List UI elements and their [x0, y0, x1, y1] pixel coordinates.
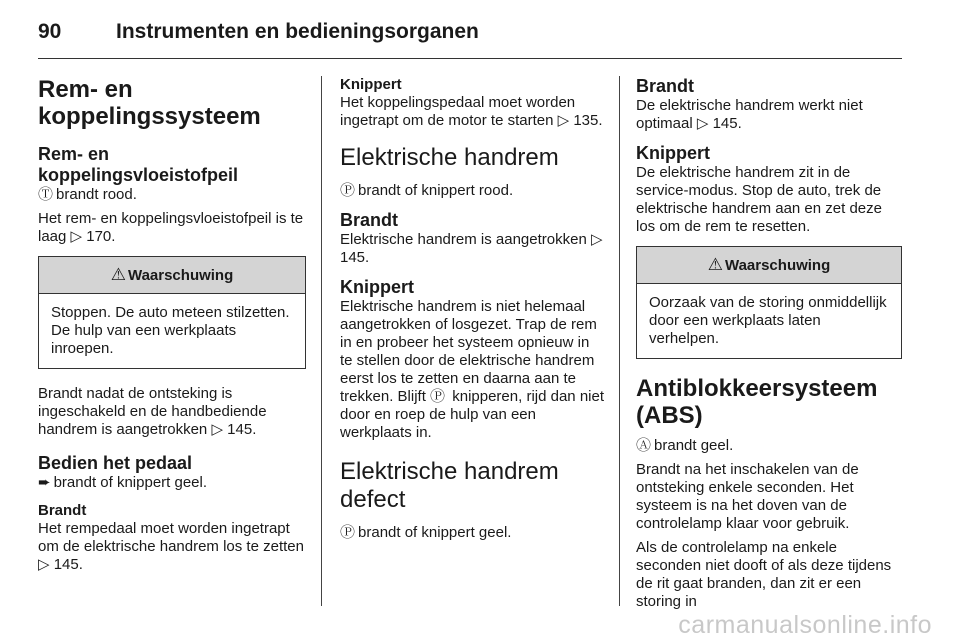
label-brandt: Brandt — [38, 502, 87, 519]
ehb-defect-icon: Ⓟ — [340, 524, 356, 541]
fluid-paragraph: Het rem- en koppelingsvloeistofpeil is te laag ▷ 170. — [38, 210, 304, 245]
ref-arrow-icon: ▷ — [696, 115, 709, 132]
label-knippert: Knippert — [340, 277, 414, 297]
label-brandt: Brandt — [340, 210, 398, 230]
label-knippert: Knippert — [340, 76, 402, 93]
warning-text: Oorzaak van de storing onmiddellijk door een werkplaats laten verhelpen. — [649, 294, 887, 347]
column-divider — [619, 76, 620, 606]
subheading-fluid-level: Rem- en koppelingsvloeistofpeil — [38, 144, 239, 185]
subheading-pedal: Bedien het pedaal — [38, 453, 193, 473]
warning-header: ⚠ Waarschuwing — [39, 257, 305, 294]
ignition-paragraph: Brandt nadat de ontsteking is ingeschakeld en de handbediende handrem is aangetrokken ▷ 145. — [38, 385, 267, 438]
brake-fluid-icon: Ⓣ — [38, 186, 54, 203]
ref-arrow-icon: ▷ — [70, 228, 83, 245]
label-brandt: Brandt — [636, 76, 694, 96]
ref-arrow-icon: ▷ — [590, 231, 603, 248]
page-header — [38, 18, 902, 59]
defect-status-line: Ⓟ brandt of knippert geel. — [340, 524, 512, 541]
label-knippert: Knippert — [636, 143, 710, 163]
section-heading-brake-clutch: Rem- en koppelingssysteem — [38, 76, 261, 130]
column-divider — [321, 76, 322, 606]
brandt-paragraph: De elektrische handrem werkt niet optimaal ▷ 145. — [636, 97, 863, 132]
warning-box — [636, 246, 902, 359]
fluid-status-line: Ⓣ brandt rood. — [38, 186, 137, 203]
abs-paragraph-2: Als de controlelamp na enkele seconden niet dooft of als deze tijdens de rit gaat branden, dan zit er een storing in — [636, 539, 892, 610]
pedal-status-line: ➨ brandt of knippert geel. — [38, 474, 208, 491]
parking-brake-icon: Ⓟ — [430, 388, 446, 405]
watermark: carmanualsonline.info — [678, 611, 932, 639]
ref-arrow-icon: ▷ — [38, 556, 50, 573]
abs-status-line: Ⓐ brandt geel. — [636, 437, 734, 454]
warning-triangle-icon: ⚠ — [110, 265, 126, 284]
abs-icon: Ⓐ — [636, 437, 652, 454]
ref-arrow-icon: ▷ — [211, 421, 223, 438]
service-mode-paragraph: De elektrische handrem zit in de service-modus. Stop de auto, trek de elektrische handrem aan en zet deze los om de rem te resetten. — [636, 164, 882, 235]
abs-paragraph-1: Brandt na het inschakelen van de ontsteking enkele seconden. Het systeem is na het doven van de controlelamp klaar voor gebruik. — [636, 461, 859, 532]
parking-brake-icon: Ⓟ — [340, 182, 356, 199]
pedal-icon: ➨ — [38, 474, 51, 491]
column-2 — [340, 76, 604, 548]
column-1 — [38, 76, 306, 580]
ehb-status-line: Ⓟ brandt of knippert rood. — [340, 182, 514, 199]
column-3 — [636, 76, 902, 617]
section-heading-ehb-defect: Elektrische handrem defect — [340, 458, 559, 513]
warning-header: ⚠ Waarschuwing — [637, 247, 901, 284]
page-number: 90 — [38, 20, 62, 43]
ref-arrow-icon: ▷ — [557, 112, 570, 129]
clutch-paragraph: Het koppelingspedaal moet worden ingetrapt om de motor te starten ▷ 135. — [340, 94, 603, 129]
section-heading-abs: Antiblokkeersysteem (ABS) — [636, 375, 878, 429]
warning-text: Stoppen. De auto meteen stilzetten. De hulp van een werkplaats inroepen. — [51, 304, 290, 357]
warning-box — [38, 256, 306, 369]
warning-triangle-icon: ⚠ — [707, 255, 723, 274]
knippert-paragraph: Elektrische handrem is niet helemaal aangetrokken of losgezet. Trap de rem in en probeer het systeem opnieuw in te stellen door de elektrische handrem eerst los te zetten en daarna aan te trekken. Blijft Ⓟ knipperen, rijd dan niet door en roep de hulp van een werkplaats in. — [340, 298, 604, 441]
pedal-paragraph: Het rempedaal moet worden ingetrapt om de elektrische handrem los te zetten ▷ 145. — [38, 520, 304, 573]
section-heading-ehb: Elektrische handrem — [340, 144, 559, 171]
page-title: Instrumenten en bedieningsorganen — [116, 20, 479, 43]
brandt-paragraph: Elektrische handrem is aangetrokken ▷ 145. — [340, 231, 603, 266]
